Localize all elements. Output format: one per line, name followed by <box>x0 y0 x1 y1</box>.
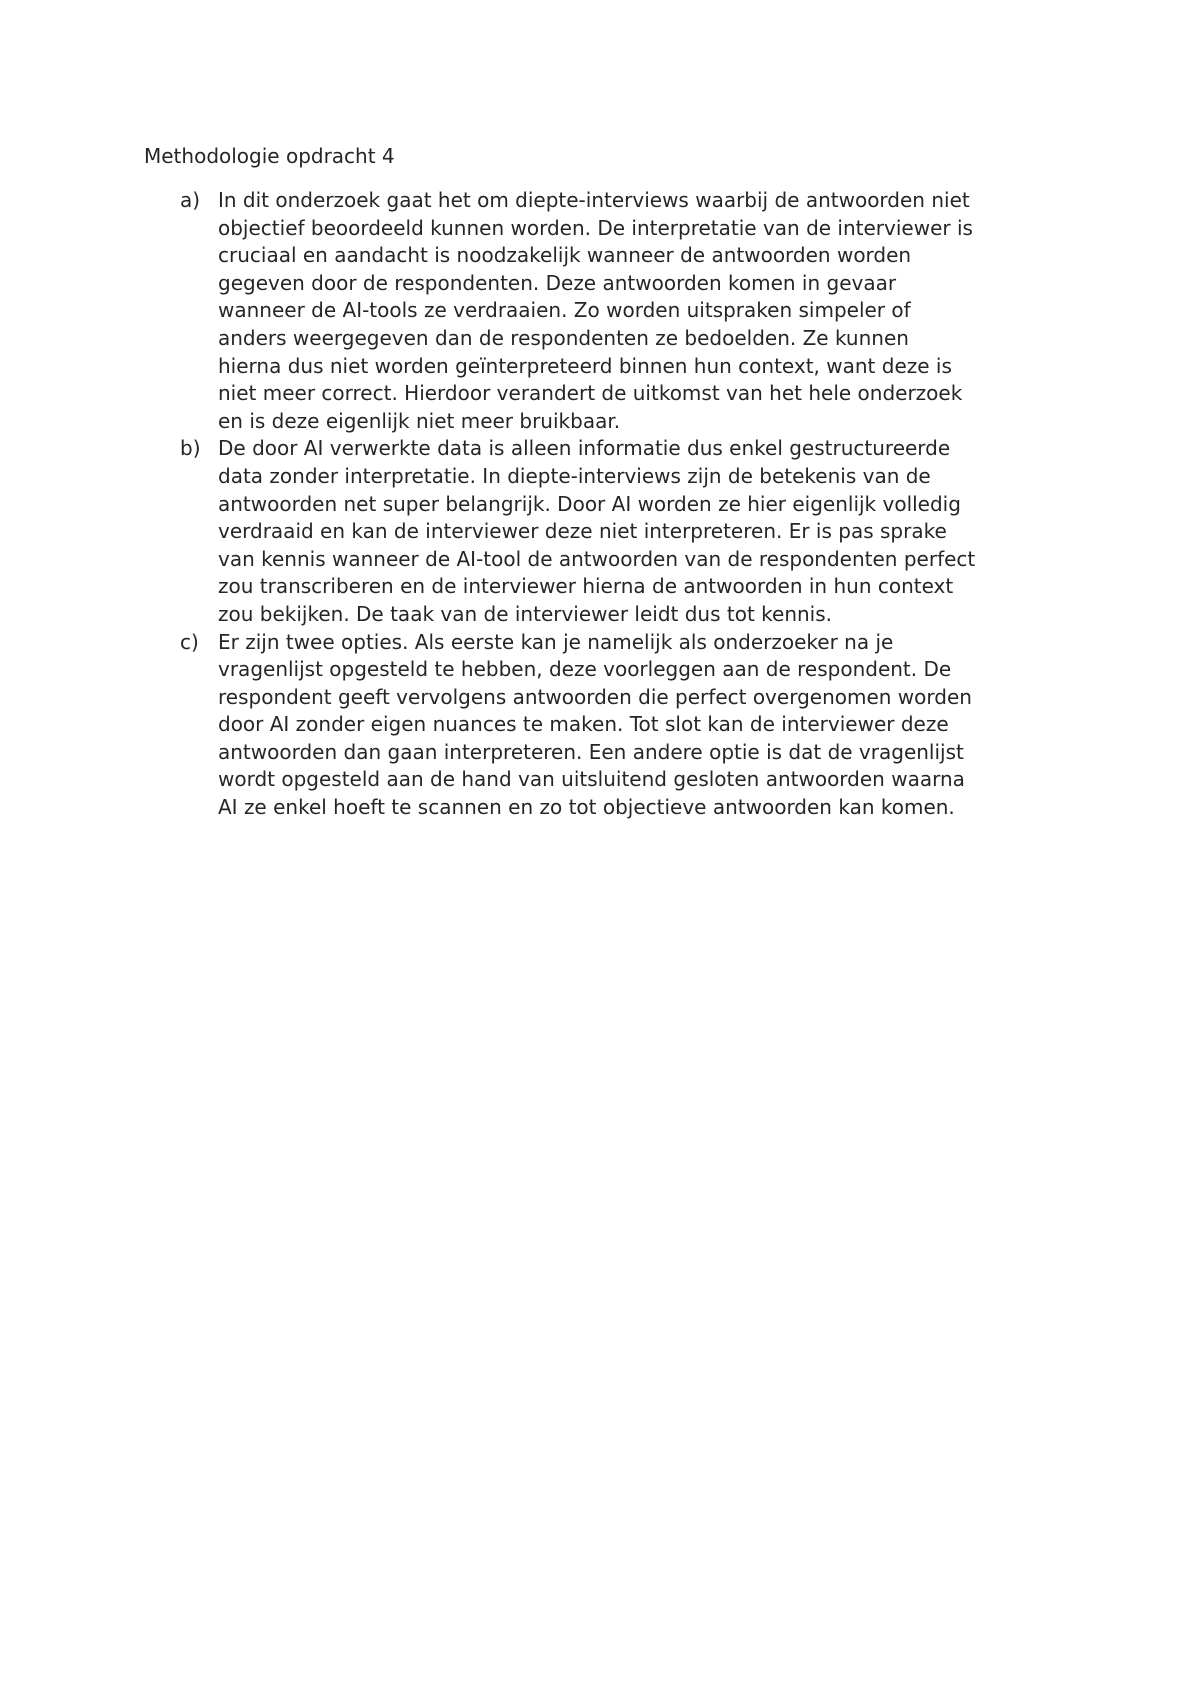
answer-item-c <box>180 629 1080 822</box>
answer-item-b <box>180 435 1080 628</box>
text-line: respondent geeft vervolgens antwoorden die perfect overgenomen worden <box>218 684 972 709</box>
text-line: data zonder interpretatie. In diepte-interviews zijn de betekenis van de <box>218 463 931 488</box>
text-line: wanneer de AI-tools ze verdraaien. Zo worden uitspraken simpeler of <box>218 298 911 323</box>
list-marker-a: a) <box>180 188 201 212</box>
text-line: In dit onderzoek gaat het om diepte-interviews waarbij de antwoorden niet <box>218 188 970 212</box>
text-line: vragenlijst opgesteld te hebben, deze voorleggen aan de respondent. De <box>218 657 952 682</box>
text-line: hierna dus niet worden geïnterpreteerd binnen hun context, want deze is <box>218 353 952 378</box>
text-line: De door AI verwerkte data is alleen informatie dus enkel gestructureerde <box>218 436 951 461</box>
text-line: niet meer correct. Hierdoor verandert de uitkomst van het hele onderzoek <box>218 381 963 406</box>
text-line: wordt opgesteld aan de hand van uitsluitend gesloten antwoorden waarna <box>218 767 965 792</box>
text-line: AI ze enkel hoeft te scannen en zo tot objectieve antwoorden kan komen. <box>218 795 955 820</box>
text-line: door AI zonder eigen nuances te maken. Tot slot kan de interviewer deze <box>218 712 949 737</box>
text-line: antwoorden dan gaan interpreteren. Een andere optie is dat de vragenlijst <box>218 739 964 764</box>
text-line: Er zijn twee opties. Als eerste kan je namelijk als onderzoeker na je <box>218 629 894 654</box>
list-marker-b: b) <box>180 436 201 461</box>
list-marker-c: c) <box>180 629 199 654</box>
document-title: Methodologie opdracht 4 <box>144 144 395 168</box>
answer-list <box>180 187 1080 822</box>
text-line: zou transcriberen en de interviewer hierna de antwoorden in hun context <box>218 574 954 599</box>
text-line: gegeven door de respondenten. Deze antwoorden komen in gevaar <box>218 270 897 295</box>
answer-item-a <box>180 187 1080 435</box>
text-line: van kennis wanneer de AI-tool de antwoorden van de respondenten perfect <box>218 546 976 571</box>
text-line: objectief beoordeeld kunnen worden. De interpretatie van de interviewer is <box>218 215 973 240</box>
text-line: verdraaid en kan de interviewer deze niet interpreteren. Er is pas sprake <box>218 519 947 544</box>
text-line: antwoorden net super belangrijk. Door AI worden ze hier eigenlijk volledig <box>218 491 961 516</box>
text-line: cruciaal en aandacht is noodzakelijk wanneer de antwoorden worden <box>218 243 912 268</box>
text-line: en is deze eigenlijk niet meer bruikbaar. <box>218 408 621 433</box>
text-line: anders weergegeven dan de respondenten ze bedoelden. Ze kunnen <box>218 325 909 350</box>
text-line: zou bekijken. De taak van de interviewer leidt dus tot kennis. <box>218 601 833 626</box>
